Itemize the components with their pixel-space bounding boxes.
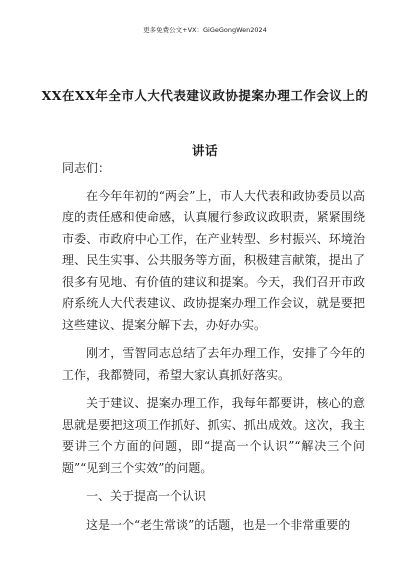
paragraph-2: 刚才，雪智同志总结了去年办理工作，安排了今年的工作，我都赞同，希望大家认真抓好落实。 [62,346,365,382]
section-heading-1: 一、关于提高一个认识 [86,489,207,503]
paragraph-1: 在今年年初的“两会”上，市人大代表和政协委员以高度的责任感和使命感，认真履行参政议政职责，紧紧围绕市委、市政府中心工作，在产业转型、乡村振兴、环境治理、民生实事、公共服务等方面，积极建言献策，提出了很多有见地、有价值的建议和提案。今天，我们召开市政府系统人大代表建议、政协提案办理工作会议，就是要把这些建议、提案分解下去，办好办实。 [62,188,365,332]
paragraph-4: 这是一个“老生常谈”的话题，也是一个非常重要的 [86,517,351,532]
salutation: 同志们： [62,161,111,175]
page-header-watermark: 更多免费公文+VX：GiGeGongWen2024 [143,26,267,34]
document-title: XX在XX年全市人大代表建议政协提案办理工作会议上的讲话 [41,88,369,158]
document-body [62,158,365,543]
paragraph-3: 关于建议、提案办理工作，我每年都要讲，核心的意思就是要把这项工作抓好、抓实、抓出成效。这次，我主要讲三个方面的问题，即“提高一个认识”“解决三个问题”“见到三个实效”的问题。 [62,396,365,475]
